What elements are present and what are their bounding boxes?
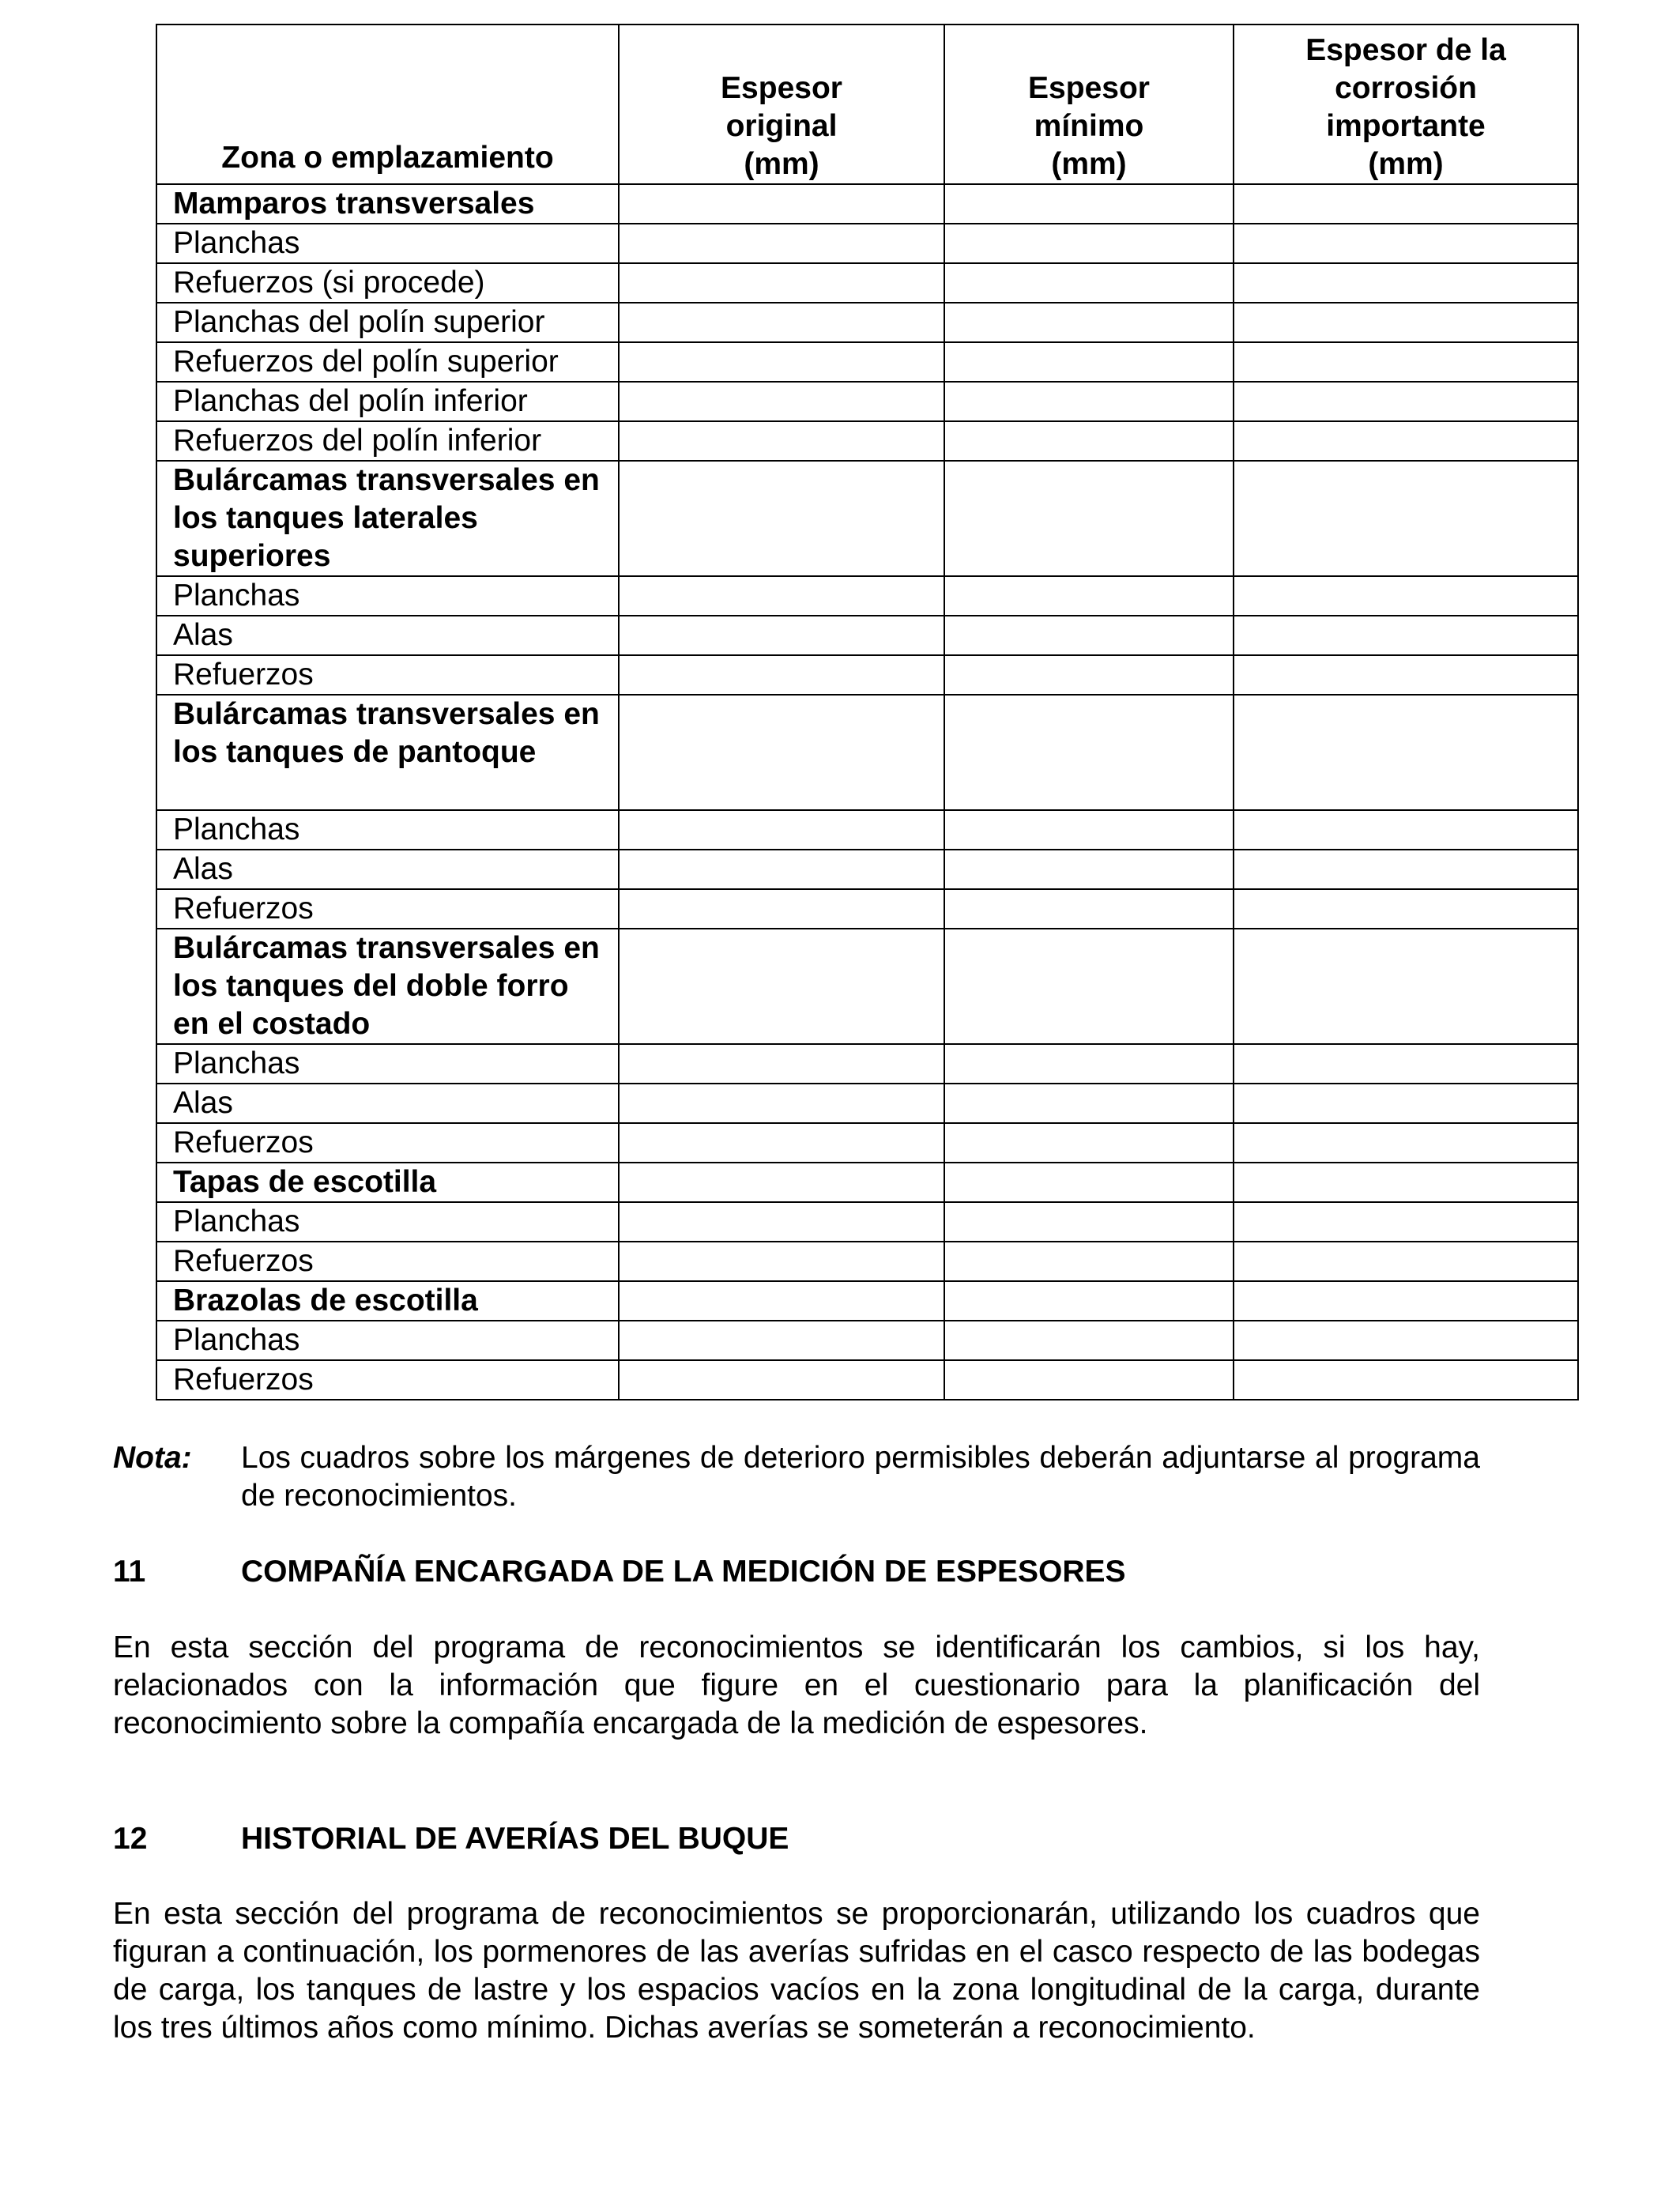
section-12-paragraph: En esta sección del programa de reconocimientos se proporcionarán, utilizando los cuadros que figuran a continuación, los pormenores de las averías sufridas en el casco respecto de las bodegas de carga, los tanques de lastre y los espacios vacíos en la zona longitudinal de la carga, durante los tres últimos años como mínimo. Dichas averías se someterán a reconocimiento. bbox=[113, 1897, 1480, 2045]
empty-value-cell bbox=[619, 421, 944, 461]
empty-value-cell bbox=[619, 1202, 944, 1242]
empty-value-cell bbox=[944, 1163, 1234, 1202]
empty-value-cell bbox=[944, 1044, 1234, 1084]
empty-value-cell bbox=[619, 655, 944, 695]
row-label: Planchas bbox=[156, 1044, 619, 1084]
empty-value-cell bbox=[944, 889, 1234, 929]
empty-value-cell bbox=[944, 342, 1234, 382]
row-label: Refuerzos bbox=[156, 889, 619, 929]
column-header-3 bbox=[944, 25, 1234, 184]
note-label: Nota: bbox=[113, 1441, 192, 1475]
column-header-line: Espesor de la bbox=[1305, 33, 1506, 67]
empty-value-cell bbox=[619, 576, 944, 616]
empty-value-cell bbox=[1234, 616, 1578, 655]
table-row bbox=[156, 342, 1578, 382]
row-label: Planchas bbox=[156, 810, 619, 850]
row-group-label: Bulárcamas transversales en los tanques laterales superiores bbox=[156, 461, 619, 576]
empty-value-cell bbox=[1234, 303, 1578, 342]
empty-value-cell bbox=[619, 1281, 944, 1321]
empty-value-cell bbox=[944, 616, 1234, 655]
section-11-number: 11 bbox=[113, 1555, 146, 1589]
empty-value-cell bbox=[619, 850, 944, 889]
row-label: Refuerzos del polín superior bbox=[156, 342, 619, 382]
empty-value-cell bbox=[1234, 1123, 1578, 1163]
column-header-2 bbox=[619, 25, 944, 184]
empty-value-cell bbox=[944, 382, 1234, 421]
empty-value-cell bbox=[619, 889, 944, 929]
empty-value-cell bbox=[1234, 889, 1578, 929]
empty-value-cell bbox=[619, 1163, 944, 1202]
empty-value-cell bbox=[1234, 1084, 1578, 1123]
table-row bbox=[156, 224, 1578, 263]
table-row bbox=[156, 1084, 1578, 1123]
empty-value-cell bbox=[1234, 1163, 1578, 1202]
row-label: Refuerzos (si procede) bbox=[156, 263, 619, 303]
empty-value-cell bbox=[944, 1281, 1234, 1321]
table-row bbox=[156, 1321, 1578, 1360]
column-header-1 bbox=[156, 25, 619, 184]
row-label: Alas bbox=[156, 1084, 619, 1123]
empty-value-cell bbox=[1234, 421, 1578, 461]
empty-value-cell bbox=[619, 616, 944, 655]
table-row bbox=[156, 576, 1578, 616]
table-row bbox=[156, 184, 1578, 224]
table-row bbox=[156, 1202, 1578, 1242]
table-row bbox=[156, 655, 1578, 695]
table-row bbox=[156, 1360, 1578, 1400]
empty-value-cell bbox=[944, 850, 1234, 889]
section-11-title: COMPAÑÍA ENCARGADA DE LA MEDICIÓN DE ESPESORES bbox=[241, 1555, 1126, 1589]
empty-value-cell bbox=[944, 184, 1234, 224]
empty-value-cell bbox=[619, 1242, 944, 1281]
empty-value-cell bbox=[1234, 263, 1578, 303]
row-group-label: Bulárcamas transversales en los tanques del doble forro en el costado bbox=[156, 929, 619, 1044]
empty-value-cell bbox=[1234, 1242, 1578, 1281]
table-row bbox=[156, 382, 1578, 421]
table-row bbox=[156, 810, 1578, 850]
column-header-line: (mm) bbox=[1051, 147, 1127, 181]
empty-value-cell bbox=[944, 224, 1234, 263]
section-11-paragraph: En esta sección del programa de reconocimientos se identificarán los cambios, si los hay, relacionados con la información que figure en el cuestionario para la planificación del reconocimiento sobre la compañía encargada de la medición de espesores. bbox=[113, 1630, 1480, 1740]
row-group-label: Bulárcamas transversales en los tanques de pantoque bbox=[156, 695, 619, 810]
empty-value-cell bbox=[1234, 1044, 1578, 1084]
table-row bbox=[156, 303, 1578, 342]
empty-value-cell bbox=[944, 655, 1234, 695]
empty-value-cell bbox=[944, 1123, 1234, 1163]
table-row bbox=[156, 1123, 1578, 1163]
empty-value-cell bbox=[1234, 810, 1578, 850]
empty-value-cell bbox=[619, 810, 944, 850]
empty-value-cell bbox=[944, 1242, 1234, 1281]
table-row bbox=[156, 1163, 1578, 1202]
empty-value-cell bbox=[1234, 576, 1578, 616]
table-row bbox=[156, 461, 1578, 576]
column-header-line: (mm) bbox=[744, 147, 819, 181]
row-label: Planchas bbox=[156, 224, 619, 263]
column-header-line: mínimo bbox=[1034, 109, 1144, 143]
table-row bbox=[156, 850, 1578, 889]
empty-value-cell bbox=[1234, 695, 1578, 810]
table-row bbox=[156, 889, 1578, 929]
column-header-line: original bbox=[725, 109, 838, 143]
empty-value-cell bbox=[1234, 461, 1578, 576]
empty-value-cell bbox=[1234, 850, 1578, 889]
empty-value-cell bbox=[619, 461, 944, 576]
empty-value-cell bbox=[619, 263, 944, 303]
row-group-label: Brazolas de escotilla bbox=[156, 1281, 619, 1321]
row-label: Refuerzos bbox=[156, 1123, 619, 1163]
row-group-label: Tapas de escotilla bbox=[156, 1163, 619, 1202]
row-label: Planchas del polín superior bbox=[156, 303, 619, 342]
row-label: Planchas bbox=[156, 576, 619, 616]
table-header-row bbox=[156, 25, 1578, 184]
table-row bbox=[156, 1044, 1578, 1084]
empty-value-cell bbox=[944, 810, 1234, 850]
column-header-4 bbox=[1234, 25, 1578, 184]
column-header-line: corrosión bbox=[1335, 71, 1477, 105]
empty-value-cell bbox=[1234, 1321, 1578, 1360]
table-row bbox=[156, 421, 1578, 461]
row-label: Refuerzos bbox=[156, 655, 619, 695]
row-label: Alas bbox=[156, 616, 619, 655]
empty-value-cell bbox=[1234, 1360, 1578, 1400]
empty-value-cell bbox=[619, 184, 944, 224]
empty-value-cell bbox=[619, 1044, 944, 1084]
table-row bbox=[156, 616, 1578, 655]
empty-value-cell bbox=[944, 421, 1234, 461]
column-header-line: Zona o emplazamiento bbox=[221, 141, 554, 175]
empty-value-cell bbox=[619, 1321, 944, 1360]
row-label: Alas bbox=[156, 850, 619, 889]
empty-value-cell bbox=[944, 303, 1234, 342]
empty-value-cell bbox=[619, 303, 944, 342]
empty-value-cell bbox=[1234, 224, 1578, 263]
empty-value-cell bbox=[944, 695, 1234, 810]
empty-value-cell bbox=[944, 1084, 1234, 1123]
empty-value-cell bbox=[619, 1360, 944, 1400]
table-row bbox=[156, 1281, 1578, 1321]
empty-value-cell bbox=[1234, 1281, 1578, 1321]
column-header-line: importante bbox=[1326, 109, 1486, 143]
row-label: Refuerzos del polín inferior bbox=[156, 421, 619, 461]
row-label: Planchas del polín inferior bbox=[156, 382, 619, 421]
empty-value-cell bbox=[1234, 929, 1578, 1044]
row-label: Refuerzos bbox=[156, 1242, 619, 1281]
empty-value-cell bbox=[619, 342, 944, 382]
empty-value-cell bbox=[619, 224, 944, 263]
empty-value-cell bbox=[619, 382, 944, 421]
empty-value-cell bbox=[1234, 1202, 1578, 1242]
empty-value-cell bbox=[944, 1202, 1234, 1242]
empty-value-cell bbox=[944, 576, 1234, 616]
table-row bbox=[156, 695, 1578, 810]
row-label: Planchas bbox=[156, 1202, 619, 1242]
row-group-label: Mamparos transversales bbox=[156, 184, 619, 224]
note-text: Los cuadros sobre los márgenes de deterioro permisibles deberán adjuntarse al programa de reconocimientos. bbox=[241, 1441, 1480, 1513]
empty-value-cell bbox=[1234, 184, 1578, 224]
empty-value-cell bbox=[619, 929, 944, 1044]
empty-value-cell bbox=[1234, 342, 1578, 382]
section-12-title: HISTORIAL DE AVERÍAS DEL BUQUE bbox=[241, 1822, 789, 1856]
empty-value-cell bbox=[1234, 382, 1578, 421]
empty-value-cell bbox=[944, 461, 1234, 576]
table-body bbox=[156, 184, 1578, 1400]
column-header-line: Espesor bbox=[1028, 71, 1150, 105]
thickness-table bbox=[156, 24, 1579, 1400]
column-header-line: Espesor bbox=[721, 71, 842, 105]
empty-value-cell bbox=[944, 1321, 1234, 1360]
table-row bbox=[156, 263, 1578, 303]
empty-value-cell bbox=[1234, 655, 1578, 695]
section-12-number: 12 bbox=[113, 1822, 148, 1856]
column-header-line: (mm) bbox=[1368, 147, 1444, 181]
empty-value-cell bbox=[944, 1360, 1234, 1400]
empty-value-cell bbox=[619, 695, 944, 810]
empty-value-cell bbox=[619, 1123, 944, 1163]
row-label: Refuerzos bbox=[156, 1360, 619, 1400]
row-label: Planchas bbox=[156, 1321, 619, 1360]
table-row bbox=[156, 929, 1578, 1044]
empty-value-cell bbox=[944, 263, 1234, 303]
empty-value-cell bbox=[944, 929, 1234, 1044]
table-row bbox=[156, 1242, 1578, 1281]
empty-value-cell bbox=[619, 1084, 944, 1123]
